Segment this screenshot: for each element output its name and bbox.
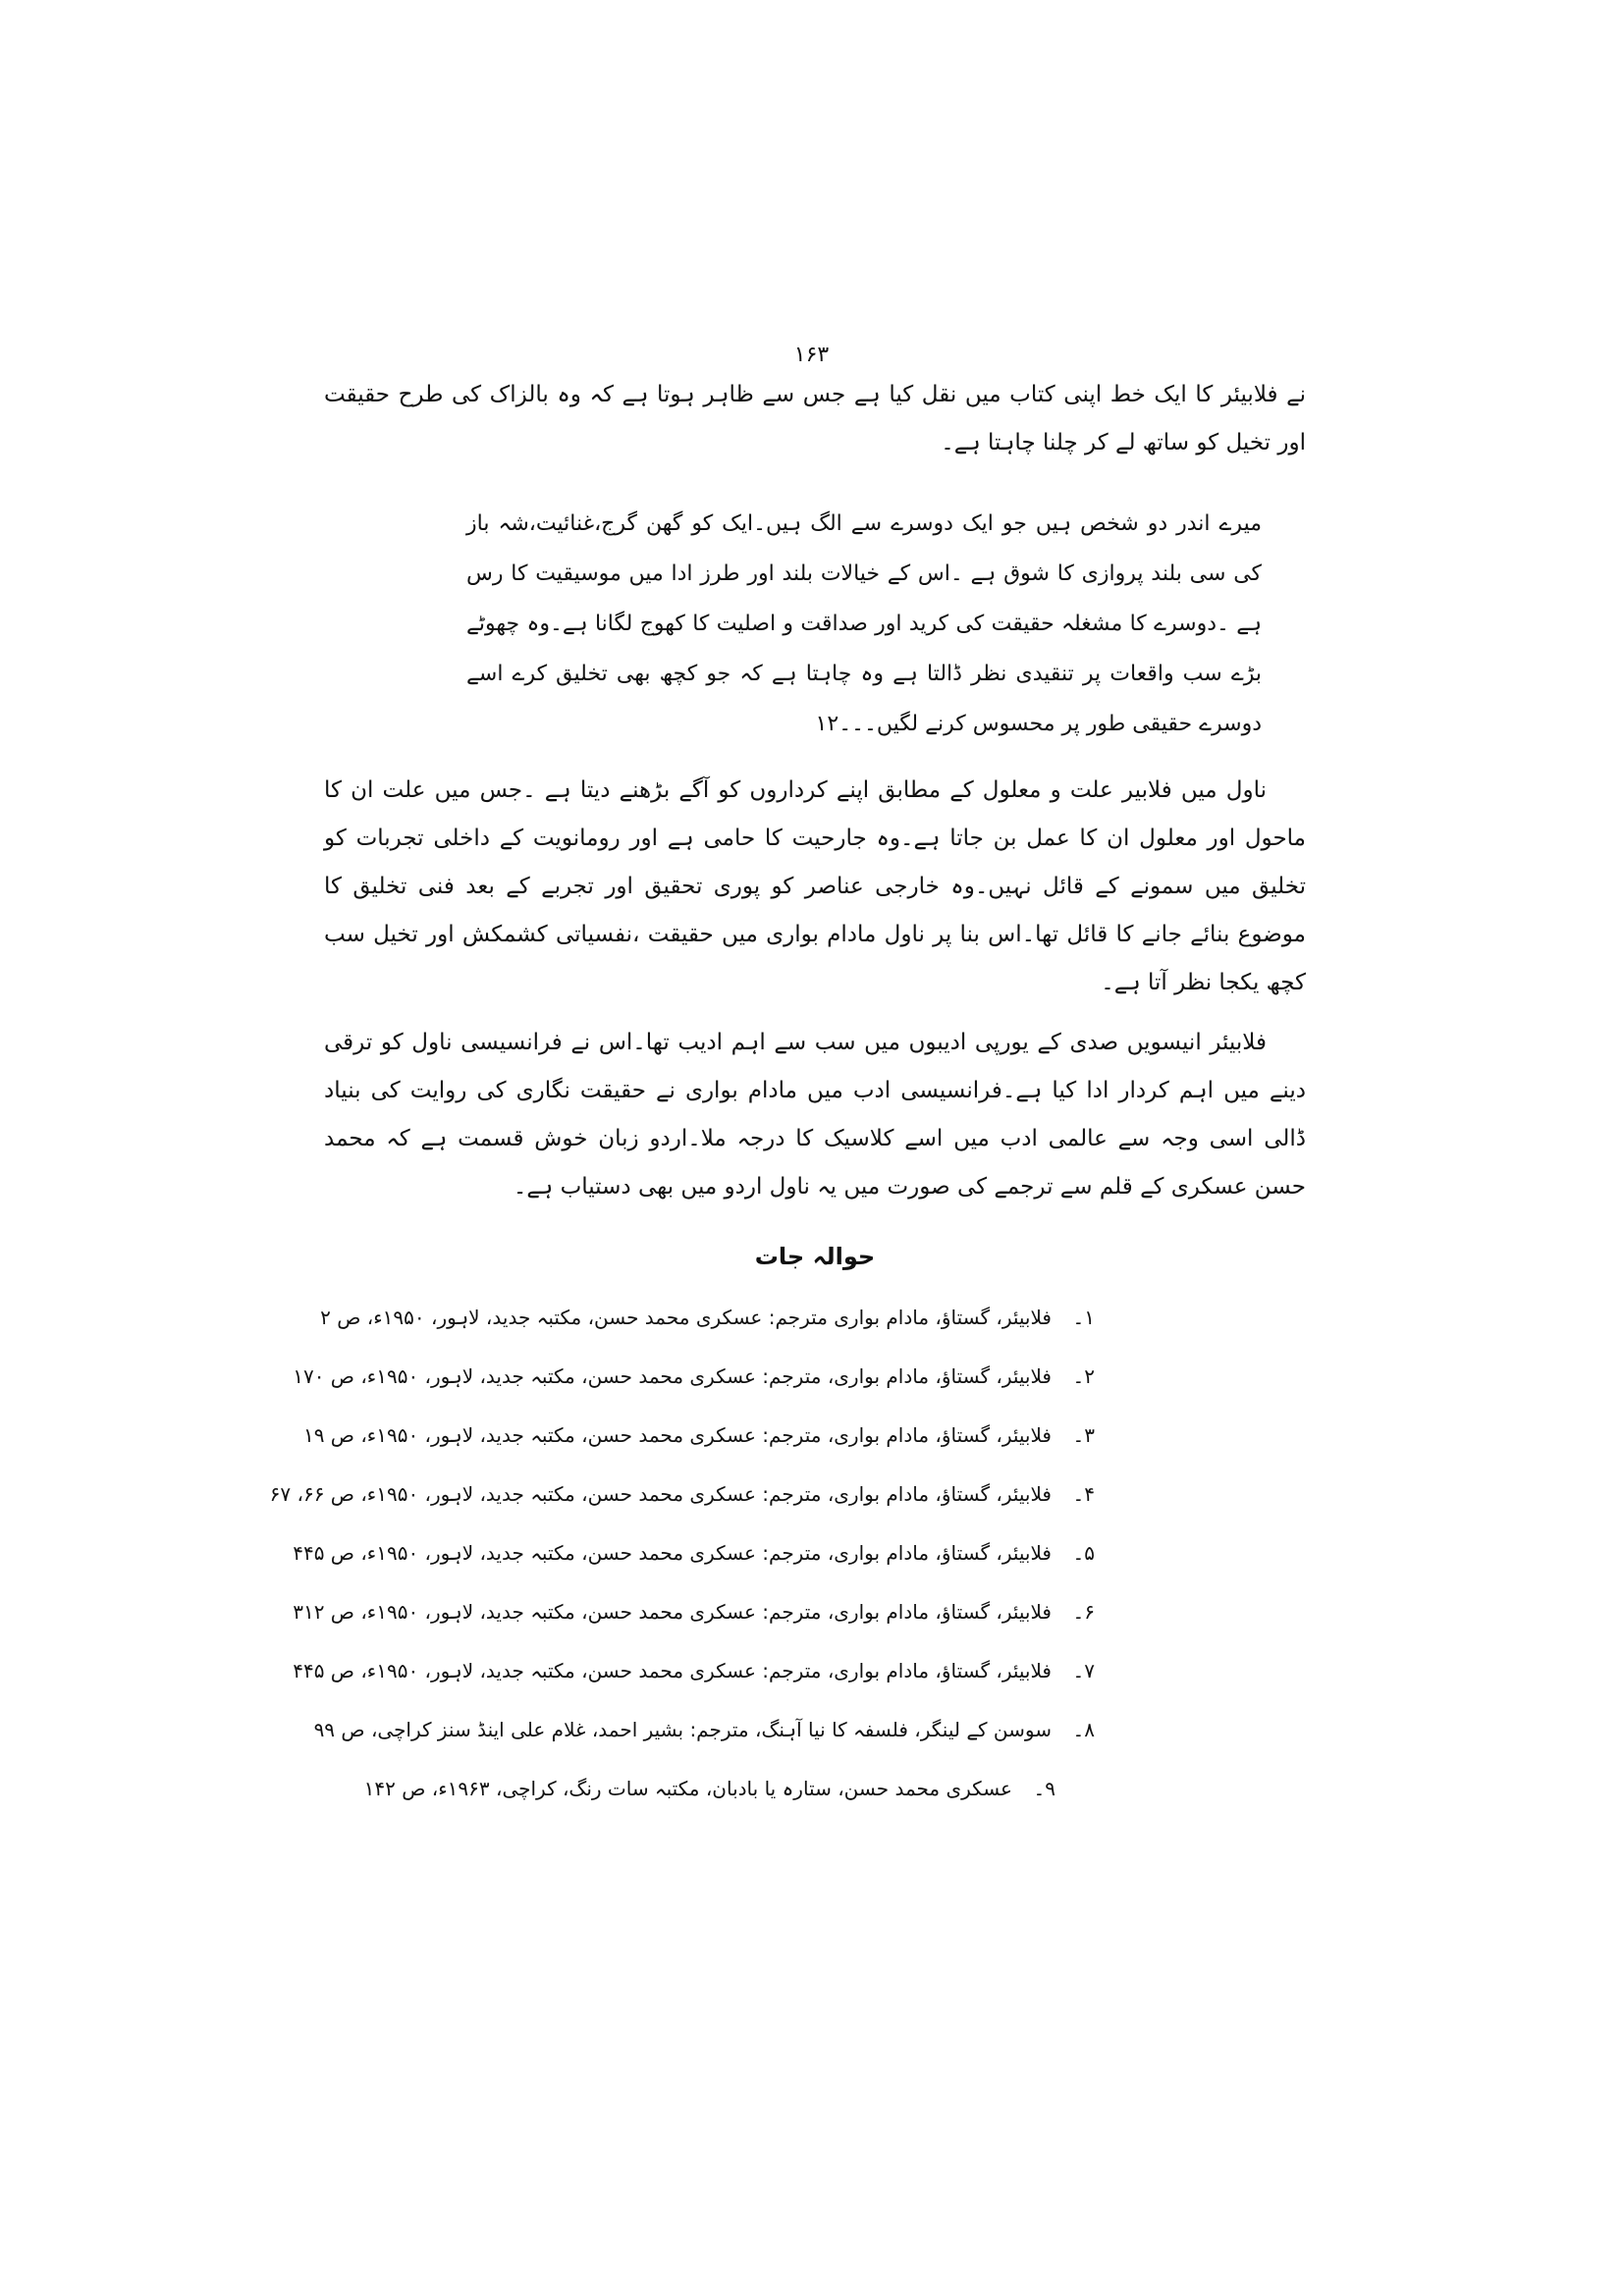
reference-text: فلابیئر، گستاؤ، مادام بواری، مترجم: عسکری محمد حسن، مکتبہ جدید، لاہور، ۱۹۵۰ء، ص ۴۴۵ [293, 1659, 1052, 1682]
body-paragraph: ناول میں فلابیر علت و معلول کے مطابق اپنے کرداروں کو آگے بڑھنے دیتا ہے ۔جس میں علت ان کا ماحول اور معلول ان کا عمل بن جاتا ہے۔وہ جارحیت کا حامی ہے اور رومانویت کے داخلی تجربات کو تخلیق میں سمونے کے قائل نہیں۔وہ خارجی عناصر کو پوری تحقیق اور تجربے کے بعد فنی تخلیق کا موضوع بنائے جانے کا قائل تھا۔اس بنا پر ناول مادام بواری میں حقیقت ،نفسیاتی کشمکش اور تخیل سب کچھ یکجا نظر آتا ہے۔ [324, 777, 1306, 995]
reference-number: ۹۔ [1033, 1777, 1055, 1800]
reference-number: ۷۔ [1072, 1659, 1095, 1682]
reference-number: ۱۔ [1072, 1306, 1095, 1329]
reference-text: سوسن کے لینگر، فلسفہ کا نیا آہنگ، مترجم: بشیر احمد، غلام علی اینڈ سنز کراچی، ص ۹۹ [313, 1718, 1052, 1741]
reference-item [269, 1465, 1306, 1523]
reference-number: ۶۔ [1072, 1600, 1095, 1624]
reference-item [302, 1406, 1306, 1465]
reference-text: فلابیئر، گستاؤ، مادام بواری، مترجم: عسکری محمد حسن، مکتبہ جدید، لاہور، ۱۹۵۰ء، ص ۱۹ [302, 1423, 1052, 1447]
references-list [269, 1288, 1306, 1818]
reference-item [293, 1641, 1306, 1700]
reference-text: فلابیئر، گستاؤ، مادام بواری، مترجم: عسکری محمد حسن، مکتبہ جدید، لاہور، ۱۹۵۰ء، ص ۱۷۰ [293, 1364, 1052, 1388]
references-heading: حوالہ جات [754, 1243, 876, 1270]
reference-number: ۲۔ [1072, 1364, 1095, 1388]
reference-number: ۳۔ [1072, 1423, 1095, 1447]
reference-item [293, 1347, 1306, 1406]
reference-number: ۵۔ [1072, 1541, 1095, 1565]
reference-text: فلابیئر، گستاؤ، مادام بواری، مترجم: عسکری محمد حسن، مکتبہ جدید، لاہور، ۱۹۵۰ء، ص ۴۴۵ [293, 1541, 1052, 1565]
block-quote: میرے اندر دو شخص ہیں جو ایک دوسرے سے الگ ہیں۔ایک کو گھن گرج،غنائیت،شہ باز کی سی بلند پروازی کا شوق ہے ۔اس کے خیالات بلند اور طرز ادا میں موسیقیت کا رس ہے ۔دوسرے کا مشغلہ حقیقت کی کرید اور صداقت و اصلیت کا کھوج لگانا ہے۔وہ چھوٹے بڑے سب واقعات پر تنقیدی نظر ڈالتا ہے وہ چاہتا ہے کہ جو کچھ بھی تخلیق کرے اسے دوسرے حقیقی طور پر محسوس کرنے لگیں۔۔۔۱۲ [466, 511, 1262, 736]
reference-number: ۸۔ [1072, 1718, 1095, 1741]
reference-text: فلابیئر، گستاؤ، مادام بواری مترجم: عسکری محمد حسن، مکتبہ جدید، لاہور، ۱۹۵۰ء، ص ۲ [320, 1306, 1052, 1329]
reference-item [320, 1288, 1306, 1347]
body-paragraph: فلابیئر انیسویں صدی کے یورپی ادیبوں میں سب سے اہم ادیب تھا۔اس نے فرانسیسی ناول کو ترقی دینے میں اہم کردار ادا کیا ہے۔فرانسیسی ادب میں مادام بواری نے حقیقت نگاری کی روایت کی بنیاد ڈالی اسی وجہ سے عالمی ادب میں اسے کلاسیک کا درجہ ملا۔اردو زبان خوش قسمت ہے کہ محمد حسن عسکری کے قلم سے ترجمے کی صورت میں یہ ناول اردو میں بھی دستیاب ہے۔ [324, 1030, 1306, 1200]
reference-text: عسکری محمد حسن، ستارہ یا بادبان، مکتبہ سات رنگ، کراچی، ۱۹۶۳ء، ص ۱۴۲ [363, 1777, 1012, 1800]
reference-number: ۴۔ [1072, 1482, 1095, 1506]
page-content [269, 371, 1306, 1818]
reference-item [313, 1700, 1306, 1759]
reference-text: فلابیئر، گستاؤ، مادام بواری، مترجم: عسکری محمد حسن، مکتبہ جدید، لاہور، ۱۹۵۰ء، ص ۳۱۲ [293, 1600, 1052, 1624]
reference-item [293, 1523, 1306, 1582]
reference-item [324, 1759, 1306, 1818]
reference-item [293, 1582, 1306, 1641]
reference-text: فلابیئر، گستاؤ، مادام بواری، مترجم: عسکری محمد حسن، مکتبہ جدید، لاہور، ۱۹۵۰ء، ص ۶۶، ۶۷ [269, 1482, 1052, 1506]
opening-paragraph: نے فلابیئر کا ایک خط اپنی کتاب میں نقل کیا ہے جس سے ظاہر ہوتا ہے کہ وہ بالزاک کی طرح حقیقت اور تخیل کو ساتھ لے کر چلنا چاہتا ہے۔ [324, 382, 1306, 455]
page-number: ۱۶۳ [793, 343, 830, 367]
